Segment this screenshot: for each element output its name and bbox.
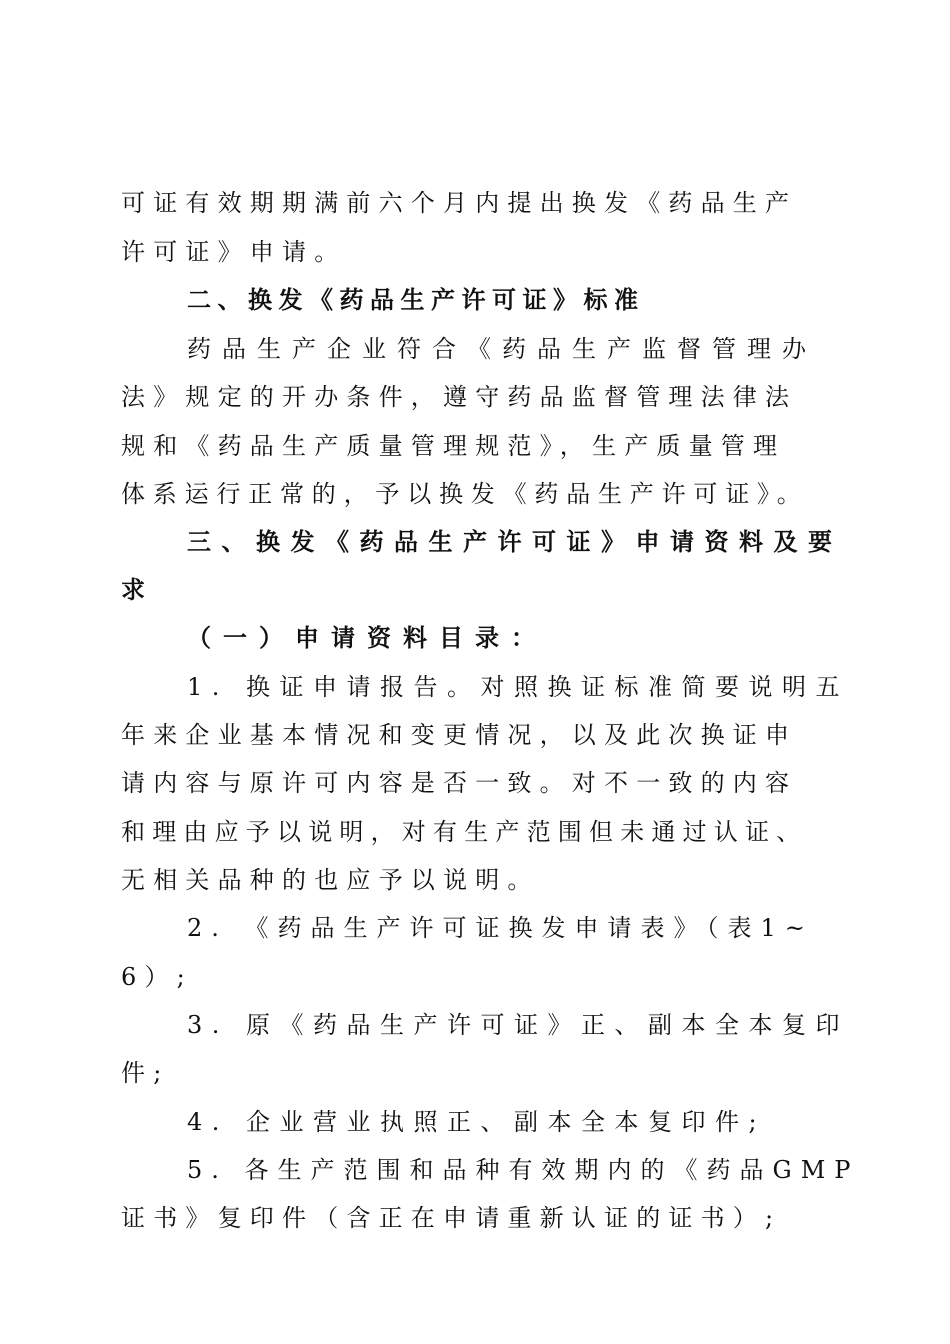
list-item-text: 年来企业基本情况和变更情况，以及此次换证申: [121, 721, 798, 749]
section-heading-2: 二、换发《药品生产许可证》标准: [187, 286, 645, 314]
list-item-text: 和理由应予以说明，对有生产范围但未通过认证、: [121, 818, 808, 846]
list-item-text: 请内容与原许可内容是否一致。对不一致的内容: [121, 769, 798, 797]
body-text-line: 可证有效期期满前六个月内提出换发《药品生产: [121, 189, 798, 217]
body-text-line: 法》规定的开办条件，遵守药品监督管理法律法: [121, 383, 798, 411]
list-item-text: 4. 企业营业执照正、副本全本复印件;: [187, 1108, 767, 1136]
list-item-text: 6）;: [121, 963, 193, 991]
list-item-text: 2. 《药品生产许可证换发申请表》（表1~: [187, 914, 814, 942]
subsection-heading: （一）申请资料目录：: [187, 624, 547, 652]
list-item-text: 1. 换证申请报告。对照换证标准简要说明五: [187, 673, 850, 701]
body-text-line: 规和《药品生产质量管理规范》，生产质量管理: [121, 432, 786, 460]
body-text-line: 药品生产企业符合《药品生产监督管理办: [187, 335, 817, 363]
body-text-line: 许可证》申请。: [121, 238, 347, 266]
body-text-line: 体系运行正常的，予以换发《药品生产许可证》。: [121, 480, 809, 508]
list-item-text: 3. 原《药品生产许可证》正、副本全本复印: [187, 1011, 850, 1039]
list-item-text: 证书》复印件（含正在申请重新认证的证书）;: [121, 1204, 782, 1232]
list-item-text: 件;: [121, 1059, 170, 1087]
section-heading-3: 三、换发《药品生产许可证》申请资料及要: [187, 528, 843, 556]
list-item-text: 无相关品种的也应予以说明。: [121, 866, 540, 894]
section-heading-3-continued: 求: [121, 576, 145, 604]
list-item-text: 5. 各生产范围和品种有效期内的《药品GMP: [187, 1156, 860, 1184]
